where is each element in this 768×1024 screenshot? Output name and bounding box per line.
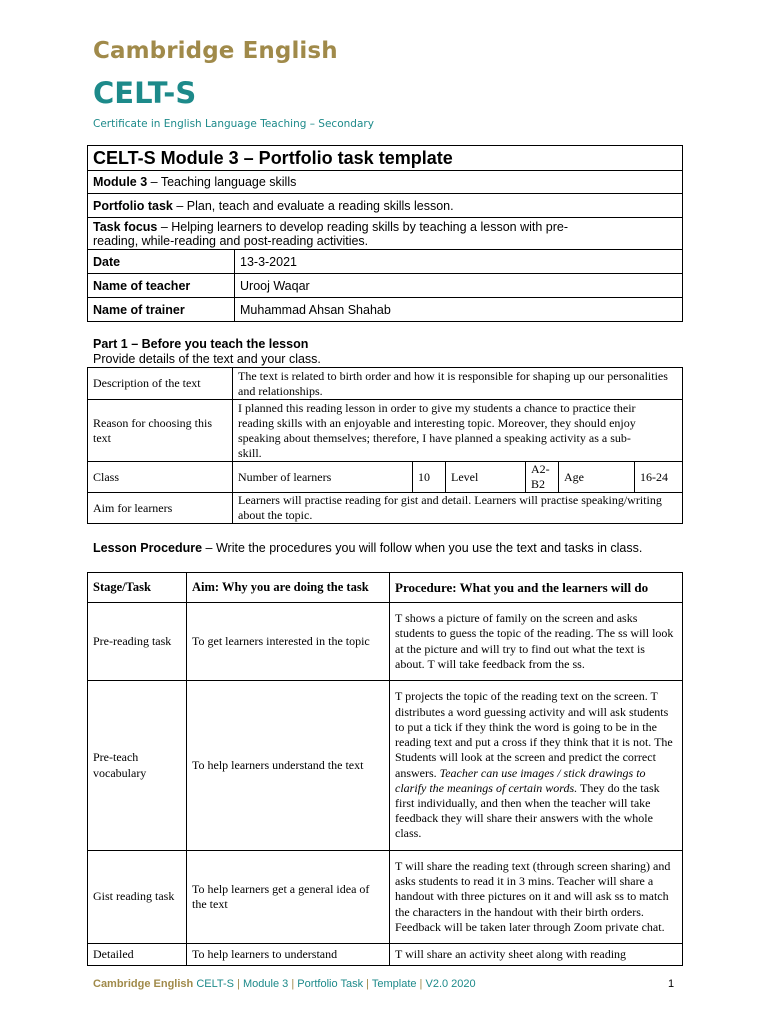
module-text: – Teaching language skills xyxy=(147,175,297,189)
trainer-value: Muhammad Ahsan Shahab xyxy=(235,298,683,322)
module-row xyxy=(88,171,683,194)
procedure-row xyxy=(88,851,683,944)
footer-part: Module 3 xyxy=(243,978,289,990)
reason-label: Reason for choosing this text xyxy=(88,400,233,462)
celt-s-logo: CELT-S xyxy=(93,76,197,110)
aim-cell: To get learners interested in the topic xyxy=(187,603,390,681)
focus-row xyxy=(88,218,683,250)
stage-cell: Detailed xyxy=(88,944,187,966)
page-footer: Cambridge English CELT-S | Module 3 | Portfolio Task | Template | V2.0 2020 xyxy=(93,978,476,990)
procedure-cell: T projects the topic of the reading text on the screen. T distributes a word guessing activity and will ask students to put a tick if they think the word is going to be in the reading text and put a cross if they think that it is not. The Students will look at the screen and predict the correct answers. Teacher can use images / stick drawings to clarify the meanings of certain words. They do the task first individually, and then when the teacher will take feedback they will share their answers with the whole class. xyxy=(390,681,683,851)
procedure-heading: Lesson Procedure – Write the procedures you will follow when you use the text and tasks in class. xyxy=(93,541,643,555)
page-number: 1 xyxy=(668,978,675,990)
part1-table xyxy=(87,367,683,524)
procedure-table xyxy=(87,572,683,966)
procedure-row xyxy=(88,681,683,851)
footer-part: Template xyxy=(371,978,417,990)
cambridge-english-logo: Cambridge English xyxy=(93,38,338,64)
trainer-label: Name of trainer xyxy=(88,298,235,322)
age-label: Age xyxy=(559,462,635,493)
procedure-row xyxy=(88,944,683,966)
logo-subtitle: Certificate in English Language Teaching – Secondary xyxy=(93,118,374,130)
module-label: Module 3 xyxy=(93,175,148,189)
age-value: 16-24 xyxy=(635,462,683,493)
aim-cell: To help learners to understand xyxy=(187,944,390,966)
portfolio-row xyxy=(88,194,683,218)
class-label: Class xyxy=(88,462,233,493)
stage-cell: Pre-reading task xyxy=(88,603,187,681)
stage-cell: Pre-teach vocabulary xyxy=(88,681,187,851)
date-value: 13-3-2021 xyxy=(235,250,683,274)
procedure-row xyxy=(88,603,683,681)
description-label: Description of the text xyxy=(88,368,233,400)
reason-value: I planned this reading lesson in order to give my students a chance to practice their reading skills with an enjoyable and interesting topic. Moreover, they should enjoy speaking about themselves; therefore, I have planned a speaking activity as a sub-skill. xyxy=(233,400,683,462)
level-value: A2-B2 xyxy=(526,462,559,493)
portfolio-text: – Plan, teach and evaluate a reading skills lesson. xyxy=(172,198,454,213)
aim-cell: To help learners get a general idea of the text xyxy=(187,851,390,944)
footer-part: Portfolio Task xyxy=(297,978,364,990)
learners-value: 10 xyxy=(413,462,446,493)
col-stage-header: Stage/Task xyxy=(88,573,187,603)
level-label: Level xyxy=(446,462,526,493)
aim-value: Learners will practise reading for gist and detail. Learners will practise speaking/writing about the topic. xyxy=(233,493,683,524)
portfolio-label: Portfolio task xyxy=(93,198,173,213)
teacher-value: Urooj Waqar xyxy=(235,274,683,298)
col-aim-header: Aim: Why you are doing the task xyxy=(187,573,390,603)
footer-part: CELT-S xyxy=(196,978,235,990)
aim-label: Aim for learners xyxy=(88,493,233,524)
col-procedure-header: Procedure: What you and the learners will do xyxy=(390,573,683,603)
focus-label: Task focus xyxy=(93,219,158,234)
aim-cell: To help learners understand the text xyxy=(187,681,390,851)
teacher-label: Name of teacher xyxy=(88,274,235,298)
description-value: The text is related to birth order and how it is responsible for shaping up our personalities and relationships. xyxy=(233,368,683,400)
stage-cell: Gist reading task xyxy=(88,851,187,944)
procedure-cell: T will share the reading text (through screen sharing) and asks students to read it in 3 mins. Teacher will share a handout with three pictures on it and will ask ss to match the characters in the handout with their birth orders. Feedback will be taken later through Zoom private chat. xyxy=(390,851,683,944)
learners-label: Number of learners xyxy=(233,462,413,493)
date-label: Date xyxy=(88,250,235,274)
footer-part: V2.0 2020 xyxy=(425,978,476,990)
footer-brand: Cambridge English xyxy=(93,978,194,990)
procedure-cell: T will share an activity sheet along with reading xyxy=(390,944,683,966)
procedure-cell: T shows a picture of family on the screen and asks students to guess the topic of the reading. The ss will look at the picture and will try to find out what the text is about. T will take feedback from the ss. xyxy=(390,603,683,681)
part1-heading: Part 1 – Before you teach the lesson xyxy=(93,337,309,351)
focus-text: – Helping learners to develop reading skills by teaching a lesson with pre-reading, while-reading and post-reading activities. xyxy=(93,219,569,248)
header-table xyxy=(87,145,683,322)
part1-subheading: Provide details of the text and your class. xyxy=(93,352,321,366)
document-title: CELT-S Module 3 – Portfolio task template xyxy=(88,146,683,171)
